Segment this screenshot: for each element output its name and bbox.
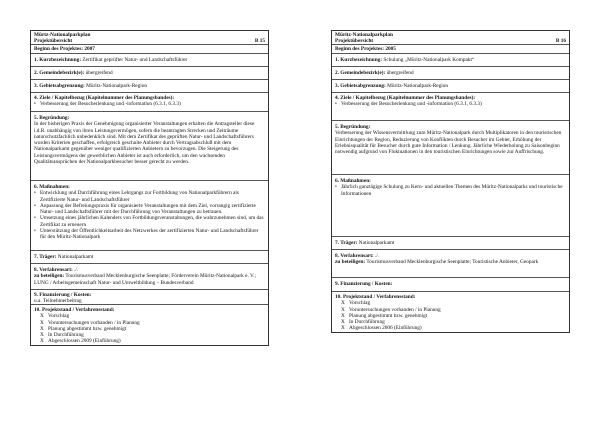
- section-8-label: 8. Verfahrensart:: [34, 267, 73, 273]
- status-mark: X: [341, 325, 345, 332]
- section-7-label: 7. Träger:: [335, 240, 358, 246]
- sheet-subtitle: Projektübersicht: [34, 38, 73, 45]
- section-6-list: [335, 184, 566, 197]
- section-2-label: 2. Gemeindebezirk(e):: [335, 70, 386, 76]
- status-text: Voruntersuchungen vorhanden / in Planung: [349, 306, 441, 313]
- section-10-label: 10. Projektstand / Verfahrensstand:: [335, 294, 416, 300]
- section-5: [332, 121, 569, 175]
- status-mark: X: [40, 319, 44, 326]
- status-list: [40, 313, 265, 344]
- section-3-label: 3. Gebietsabgrenzung:: [335, 83, 386, 89]
- section-1: [332, 54, 569, 67]
- section-4-list: [34, 101, 265, 107]
- section-2: [31, 67, 268, 80]
- status-mark: X: [40, 338, 44, 345]
- section-8-sublabel: zu beteiligen:: [34, 273, 65, 280]
- status-mark: X: [40, 313, 44, 320]
- status-text: Abgeschlossen 2006 (Einführung): [349, 325, 422, 332]
- status-mark: X: [40, 332, 44, 339]
- project-begin: Beginn des Projektes: 2007: [31, 45, 268, 54]
- list-item: • Jährlich ganztägige Schulung zu Kern- und aktuellen Themen des Müritz-Nationalparks und touristische Informationen: [341, 184, 566, 197]
- section-3-value: Müritz-Nationalpark-Region: [86, 83, 148, 89]
- section-1-value: Zertifikat geprüfter Natur- und Landschaftsführer: [82, 57, 188, 63]
- project-sheet-b16: [331, 30, 570, 333]
- section-1-label: 1. Kurzbezeichnung:: [335, 57, 383, 63]
- section-4: [31, 93, 268, 112]
- section-10-label: 10. Projektstand / Verfahrensstand:: [34, 307, 115, 313]
- list-item: • Entwicklung und Durchführung eines Lehrgangs zur Fortbildung von Nationalparkführern als Zertifizierte Natur- und Landschaftsführer: [40, 190, 265, 203]
- section-10: [31, 305, 268, 345]
- section-6-label: 6. Maßnahmen:: [34, 184, 70, 190]
- list-item: • Unterstützung der Öffentlichkeitsarbeit des Netzwerkes der zertifizierten Natur- und Landschaftsführer für den Müritz-Nationalpark: [40, 228, 265, 241]
- status-text: Planung abgestimmt bzw. genehmigt: [349, 312, 428, 319]
- section-1-label: 1. Kurzbezeichnung:: [34, 57, 82, 63]
- status-mark: X: [341, 306, 345, 313]
- section-3-value: Müritz-Nationalpark-Region: [387, 83, 449, 89]
- section-7-label: 7. Träger:: [34, 254, 57, 260]
- sheet-header: [332, 31, 569, 45]
- section-2-value: übergreifend: [386, 70, 414, 76]
- status-text: Abgeschlossen 2009 (Einführung): [48, 338, 121, 345]
- section-2-value: übergreifend: [85, 70, 113, 76]
- status-mark: X: [341, 319, 345, 326]
- section-5-label: 5. Begründung:: [335, 124, 371, 130]
- section-4-label: 4. Ziele / Kapitelbezug (Kapitelnummer des Planungsbandes):: [335, 95, 476, 101]
- section-7: [31, 251, 268, 264]
- section-6: [332, 175, 569, 237]
- status-mark: X: [341, 300, 345, 307]
- status-text: In Durchführung: [349, 319, 385, 326]
- sheet-code: B 16: [555, 38, 566, 45]
- section-9-value: u.a. Teilnehmerbeitrag: [34, 298, 82, 305]
- list-item: • Umsetzung eines jährlichen Kalenders von Fortbildungsveranstaltungen, die wahrzunehmen sind, um das Zertifikat zu erneuern: [40, 215, 265, 228]
- section-1-value: Schulung „Müritz-Nationalpark Kompakt“: [383, 57, 475, 63]
- section-6-list: [34, 190, 265, 240]
- section-3-label: 3. Gebietsabgrenzung:: [34, 83, 85, 89]
- status-text: Voruntersuchungen vorhanden / in Planung: [48, 319, 140, 326]
- plan-title: Mürtz-Nationalparkplan: [34, 32, 91, 38]
- section-9-label: 9. Finanzierung / Kosten:: [34, 292, 92, 298]
- section-4-label: 4. Ziele / Kapitelbezug (Kapitelnummer des Planungsbandes):: [34, 95, 175, 101]
- status-list: [341, 300, 566, 331]
- status-text: Planung abgestimmt bzw. genehmigt: [48, 325, 127, 332]
- section-4-list: [335, 101, 566, 107]
- section-5: [31, 112, 268, 181]
- status-text: Vorschlag: [48, 313, 70, 320]
- section-7-value: Nationalparkamt: [358, 240, 395, 246]
- section-3: [31, 80, 268, 93]
- status-row: [341, 325, 566, 331]
- section-8: [31, 264, 268, 290]
- section-9-label: 9. Finanzierung / Kosten:: [335, 281, 393, 287]
- sheet-code: B 15: [254, 38, 265, 45]
- section-8: [332, 250, 569, 278]
- project-begin: Beginn des Projektes: 2005: [332, 45, 569, 54]
- list-item: • Verbesserung der Besucherlenkung und -information (6.3.1, 6.3.3): [40, 101, 265, 107]
- list-item: • Anpassung der Befreiungspraxis für organisierte Veranstaltungen mit dem Ziel, vorrangig zertifizierte Natur- und Landschaftsführer mit der Durchführung von Veranstaltungen zu betrauen.: [40, 203, 265, 216]
- section-10: [332, 292, 569, 332]
- section-9: [31, 290, 268, 305]
- status-text: In Durchführung: [48, 332, 84, 339]
- section-8-value: ./.: [375, 253, 380, 259]
- section-8-value: ./.: [74, 267, 79, 273]
- section-8-subvalue: Tourismusverband Mecklenburgische Seenplatte; Förderverein Müritz-Nationalpark e. V.; LUNG / Arbeitsgemeinschaft Natur- und Umweltbildung – Bundesverband: [34, 273, 256, 286]
- section-5-label: 5. Begründung:: [34, 115, 70, 121]
- sheet-subtitle: Projektübersicht: [335, 38, 374, 45]
- section-5-text: In der bisherigen Praxis der Genehmigung organisierter Veranstaltungen erhalten die Antragsteller diese i.d.R. unabhängig von ihren Leistungsvermögen, sofern die beantragten Strecken und Zeiträume naturschutzfachlich unbedenklich sind. Mit dem Zertifikat des geprüften Natur- und Landschaftsführers wurden Kriterien geschaffen, erfolgreich geschulte Anbieter durch Vertragsabschluß mit dem Nationalparkamt gegenüber weniger qualifizierten Anbietern zu bevorzugen. Die Steigerung des Leistungsvermögens der gewerblichen Anbieter ist auch erforderlich, um den wachsenden Qualitätsansprüchen der Nationalparkbesucher besser gerecht zu werden.: [34, 121, 255, 166]
- status-row: [40, 338, 265, 344]
- section-8-subvalue: Tourismusverband Mecklenburgische Seenplatte; Touristische Anbieter, Geopark: [366, 259, 539, 266]
- section-2: [332, 67, 569, 80]
- status-mark: X: [341, 312, 345, 319]
- section-6: [31, 181, 268, 251]
- project-sheet-b15: [30, 30, 269, 346]
- section-3: [332, 80, 569, 93]
- section-8-label: 8. Verfahrensart:: [335, 253, 374, 259]
- plan-title: Müritz-Nationalparkplan: [335, 32, 393, 38]
- section-8-sublabel: zu beteiligen:: [335, 259, 366, 266]
- sheet-header: [31, 31, 268, 45]
- section-9: [332, 278, 569, 292]
- list-item: • Verbesserung der Besucherlenkung und -information (6.3.1, 6.3.3): [341, 101, 566, 107]
- section-5-text: Verbesserung der Wissensvermittlung zum Müritz-Nationalpark durch Multiplikatoren in den touristischen Einrichtungen der Region, Reduzierung von Konflikten durch Besucher im Gebiet, Erhöhung der Erlebnisqualität für Besucher durch gute Information / Lenkung. Jährliche Wiederholung zu Saisonbeginn notwendig aufgrund von Fluktuationen in den touristischen Einrichtungen sowie zur Auffrischung.: [335, 130, 562, 156]
- section-1: [31, 54, 268, 67]
- section-6-label: 6. Maßnahmen:: [335, 178, 371, 184]
- section-4: [332, 93, 569, 121]
- status-text: Vorschlag: [349, 300, 371, 307]
- status-mark: X: [40, 325, 44, 332]
- section-2-label: 2. Gemeindebezirk(e):: [34, 70, 85, 76]
- section-7: [332, 237, 569, 250]
- section-7-value: Nationalparkamt: [57, 254, 94, 260]
